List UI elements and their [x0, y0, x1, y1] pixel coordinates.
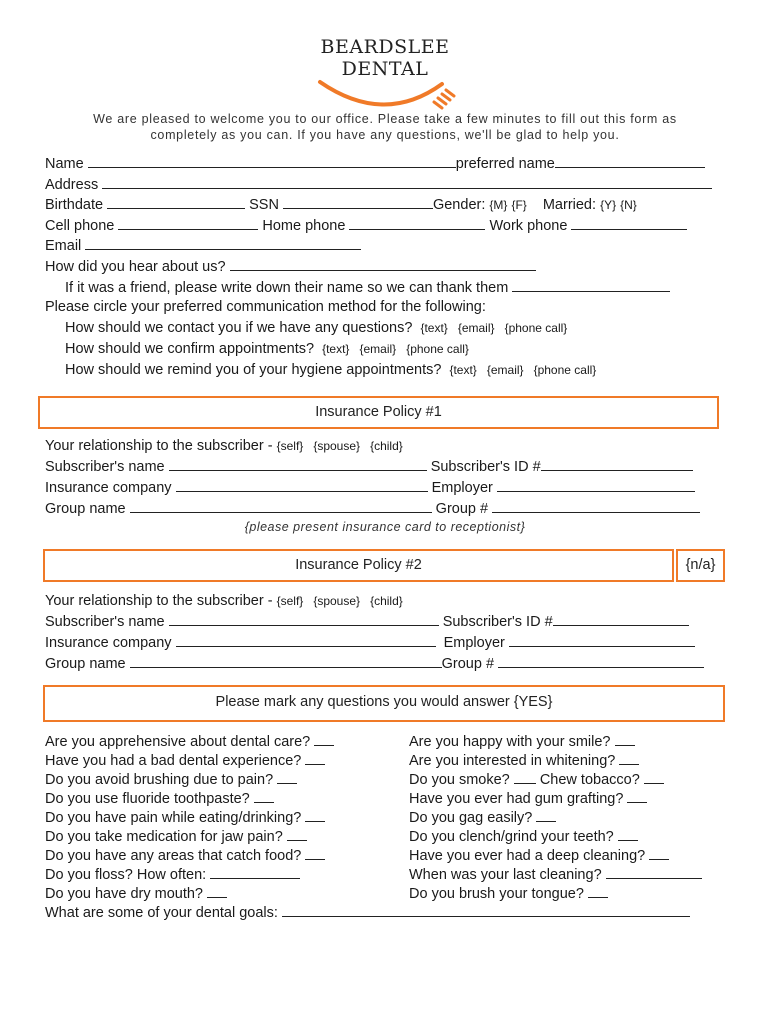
confirm-phone-option[interactable]: {phone call} — [406, 342, 469, 356]
question-left-1-text: Are you apprehensive about dental care? — [45, 734, 311, 750]
email-label: Email — [45, 238, 82, 254]
hear-about-row — [45, 257, 536, 276]
confirm-email-option[interactable]: {email} — [359, 342, 397, 356]
brand-logo — [300, 36, 470, 116]
question-left-3-text: Do you avoid brushing due to pain? — [45, 772, 274, 788]
question-left-4-text: Do you use fluoride toothpaste? — [45, 791, 250, 807]
question-left-3-answer[interactable] — [277, 770, 297, 784]
policy2-group-name-field[interactable] — [130, 654, 442, 668]
question-left-1-answer[interactable] — [314, 732, 334, 746]
policy2-relationship-label: Your relationship to the subscriber - — [45, 593, 273, 609]
question-right-6-text: Do you clench/grind your teeth? — [409, 829, 614, 845]
chew-tobacco-answer[interactable] — [644, 770, 664, 784]
policy1-company-row — [45, 478, 695, 497]
question-right-4 — [409, 789, 647, 808]
friend-row — [65, 278, 670, 297]
question-right-3-text: Do you smoke? — [409, 772, 510, 788]
name-field[interactable] — [88, 154, 456, 168]
question-right-7-text: Have you ever had a deep cleaning? — [409, 848, 646, 864]
home-phone-label: Home phone — [262, 218, 346, 234]
question-right-4-text: Have you ever had gum grafting? — [409, 791, 624, 807]
question-left-9 — [45, 884, 227, 903]
policy2-subscriber-name-label: Subscriber's name — [45, 614, 165, 630]
dental-goals-label: What are some of your dental goals: — [45, 905, 278, 921]
policy1-subscriber-name-label: Subscriber's name — [45, 459, 165, 475]
email-field[interactable] — [85, 236, 361, 250]
dental-goals-row — [45, 903, 690, 922]
married-label: Married: — [542, 197, 597, 213]
remind-phone-option[interactable]: {phone call} — [533, 363, 597, 377]
work-phone-label: Work phone — [489, 218, 568, 234]
policy1-self-option[interactable]: {self} — [276, 439, 304, 453]
question-right-9-text: Do you brush your tongue? — [409, 886, 584, 902]
policy1-subscriber-row — [45, 457, 693, 476]
policy1-company-field[interactable] — [176, 478, 428, 492]
question-right-5 — [409, 808, 556, 827]
question-right-4-answer[interactable] — [627, 789, 647, 803]
remind-text-option[interactable]: {text} — [449, 363, 477, 377]
preferred-name-field[interactable] — [555, 154, 705, 168]
friend-field[interactable] — [512, 278, 670, 292]
married-y-option[interactable]: {Y} — [600, 198, 617, 212]
question-left-5-answer[interactable] — [305, 808, 325, 822]
policy1-relationship-row — [45, 437, 403, 455]
smile-arc-icon — [314, 74, 464, 114]
questions-header — [43, 685, 725, 722]
birthdate-field[interactable] — [107, 195, 245, 209]
remind-email-option[interactable]: {email} — [486, 363, 524, 377]
brand-line1: BEARDSLEE — [320, 36, 450, 58]
question-right-7-answer[interactable] — [649, 846, 669, 860]
question-left-7 — [45, 846, 325, 865]
policy1-child-option[interactable]: {child} — [370, 439, 403, 453]
chew-tobacco-text: Chew tobacco? — [539, 772, 640, 788]
policy2-group-no-field[interactable] — [498, 654, 704, 668]
policy2-group-row — [45, 654, 704, 673]
gender-f-option[interactable]: {F} — [511, 198, 527, 212]
confirm-text-option[interactable]: {text} — [322, 342, 350, 356]
address-label: Address — [45, 177, 99, 193]
policy1-company-label: Insurance company — [45, 480, 172, 496]
question-left-2-text: Have you had a bad dental experience? — [45, 753, 302, 769]
policy1-relationship-label: Your relationship to the subscriber - — [45, 438, 273, 454]
policy2-employer-label: Employer — [443, 635, 505, 651]
contact-email-option[interactable]: {email} — [457, 321, 495, 335]
question-right-7 — [409, 846, 669, 865]
policy1-group-no-label: Group # — [435, 501, 489, 517]
question-right-8 — [409, 865, 702, 884]
question-left-6-answer[interactable] — [287, 827, 307, 841]
policy2-title: Insurance Policy #2 — [295, 557, 422, 573]
policy1-header — [38, 396, 719, 429]
confirm-question: How should we confirm appointments? — [65, 341, 315, 357]
question-left-9-answer[interactable] — [207, 884, 227, 898]
question-right-9-answer[interactable] — [588, 884, 608, 898]
question-right-3-answer[interactable] — [514, 770, 536, 784]
name-label: Name — [45, 156, 84, 172]
work-phone-field[interactable] — [571, 216, 687, 230]
policy2-subscriber-name-field[interactable] — [169, 612, 439, 626]
communication-heading: Please circle your preferred communication method for the following: — [45, 299, 486, 315]
address-field[interactable] — [102, 175, 712, 189]
policy1-subscriber-name-field[interactable] — [169, 457, 427, 471]
intro-line1: We are pleased to welcome you to our office. Please take a few minutes to fill out this form as — [93, 112, 677, 126]
question-left-2 — [45, 751, 325, 770]
remind-question-row — [65, 361, 596, 379]
question-left-8 — [45, 865, 300, 884]
question-left-4-answer[interactable] — [254, 789, 274, 803]
policy1-title: Insurance Policy #1 — [315, 404, 442, 420]
question-right-3 — [409, 770, 664, 789]
question-left-2-answer[interactable] — [305, 751, 325, 765]
question-right-2-answer[interactable] — [619, 751, 639, 765]
question-left-7-text: Do you have any areas that catch food? — [45, 848, 302, 864]
question-left-6-text: Do you take medication for jaw pain? — [45, 829, 283, 845]
question-left-3 — [45, 770, 297, 789]
policy2-child-option[interactable]: {child} — [370, 594, 403, 608]
policy2-self-option[interactable]: {self} — [276, 594, 304, 608]
insurance-card-note: {please present insurance card to receptionist} — [244, 520, 526, 534]
home-phone-field[interactable] — [349, 216, 485, 230]
question-right-1-answer[interactable] — [615, 732, 635, 746]
policy2-na-box[interactable] — [676, 549, 725, 582]
cell-phone-label: Cell phone — [45, 218, 115, 234]
policy1-group-no-field[interactable] — [492, 499, 700, 513]
question-left-8-text: Do you floss? How often: — [45, 867, 207, 883]
gender-label: Gender: — [432, 197, 486, 213]
question-right-8-answer[interactable] — [606, 865, 702, 879]
ssn-label: SSN — [249, 197, 279, 213]
phone-row — [45, 216, 687, 235]
question-left-9-text: Do you have dry mouth? — [45, 886, 203, 902]
question-right-1-text: Are you happy with your smile? — [409, 734, 611, 750]
question-right-8-text: When was your last cleaning? — [409, 867, 602, 883]
intro-line2: completely as you can. If you have any questions, we'll be glad to help you. — [150, 128, 620, 142]
question-right-1 — [409, 732, 635, 751]
email-row — [45, 236, 361, 255]
policy2-subscriber-row — [45, 612, 689, 631]
policy2-group-no-label: Group # — [441, 656, 495, 672]
question-right-2-text: Are you interested in whitening? — [409, 753, 616, 769]
policy2-company-row — [45, 633, 695, 652]
questions-title: Please mark any questions you would answer {YES} — [215, 694, 553, 710]
policy2-company-field[interactable] — [176, 633, 436, 647]
hear-about-field[interactable] — [230, 257, 536, 271]
policy2-header — [43, 549, 674, 582]
ssn-field[interactable] — [283, 195, 433, 209]
contact-question: How should we contact you if we have any questions? — [65, 320, 413, 336]
policy2-group-name-label: Group name — [45, 656, 126, 672]
policy1-subscriber-id-field[interactable] — [541, 457, 693, 471]
policy2-relationship-row — [45, 592, 403, 610]
question-right-9 — [409, 884, 608, 903]
policy2-company-label: Insurance company — [45, 635, 172, 651]
remind-question: How should we remind you of your hygiene appointments? — [65, 362, 442, 378]
question-right-5-text: Do you gag easily? — [409, 810, 533, 826]
policy2-employer-field[interactable] — [509, 633, 695, 647]
policy2-spouse-option[interactable]: {spouse} — [313, 594, 361, 608]
policy2-na-option[interactable]: {n/a} — [685, 557, 716, 573]
policy1-spouse-option[interactable]: {spouse} — [313, 439, 361, 453]
policy2-subscriber-id-label: Subscriber's ID # — [442, 614, 553, 630]
question-left-4 — [45, 789, 274, 808]
preferred-name-label: preferred name — [455, 156, 555, 172]
contact-text-option[interactable]: {text} — [420, 321, 448, 335]
gender-m-option[interactable]: {M} — [489, 198, 508, 212]
policy1-employer-field[interactable] — [497, 478, 695, 492]
married-n-option[interactable]: {N} — [620, 198, 637, 212]
policy1-employer-label: Employer — [431, 480, 493, 496]
policy1-subscriber-id-label: Subscriber's ID # — [430, 459, 541, 475]
contact-phone-option[interactable]: {phone call} — [504, 321, 568, 335]
policy2-subscriber-id-field[interactable] — [553, 612, 689, 626]
policy1-group-name-label: Group name — [45, 501, 126, 517]
question-left-5-text: Do you have pain while eating/drinking? — [45, 810, 302, 826]
dental-goals-field[interactable] — [282, 903, 690, 917]
question-left-1 — [45, 732, 334, 751]
question-left-5 — [45, 808, 325, 827]
name-row — [45, 154, 705, 173]
address-row — [45, 175, 712, 194]
question-left-8-answer[interactable] — [210, 865, 300, 879]
birthdate-row — [45, 195, 637, 214]
hear-about-label: How did you hear about us? — [45, 259, 226, 275]
question-left-7-answer[interactable] — [305, 846, 325, 860]
question-right-6 — [409, 827, 638, 846]
contact-question-row — [65, 319, 567, 337]
policy1-group-row — [45, 499, 700, 518]
birthdate-label: Birthdate — [45, 197, 104, 213]
question-left-6 — [45, 827, 307, 846]
cell-phone-field[interactable] — [118, 216, 258, 230]
question-right-5-answer[interactable] — [536, 808, 556, 822]
confirm-question-row — [65, 340, 469, 358]
question-right-6-answer[interactable] — [618, 827, 638, 841]
policy1-group-name-field[interactable] — [130, 499, 432, 513]
question-right-2 — [409, 751, 639, 770]
friend-label: If it was a friend, please write down their name so we can thank them — [65, 280, 509, 296]
intro-text — [40, 111, 730, 143]
brand-line2: DENTAL — [341, 58, 429, 80]
